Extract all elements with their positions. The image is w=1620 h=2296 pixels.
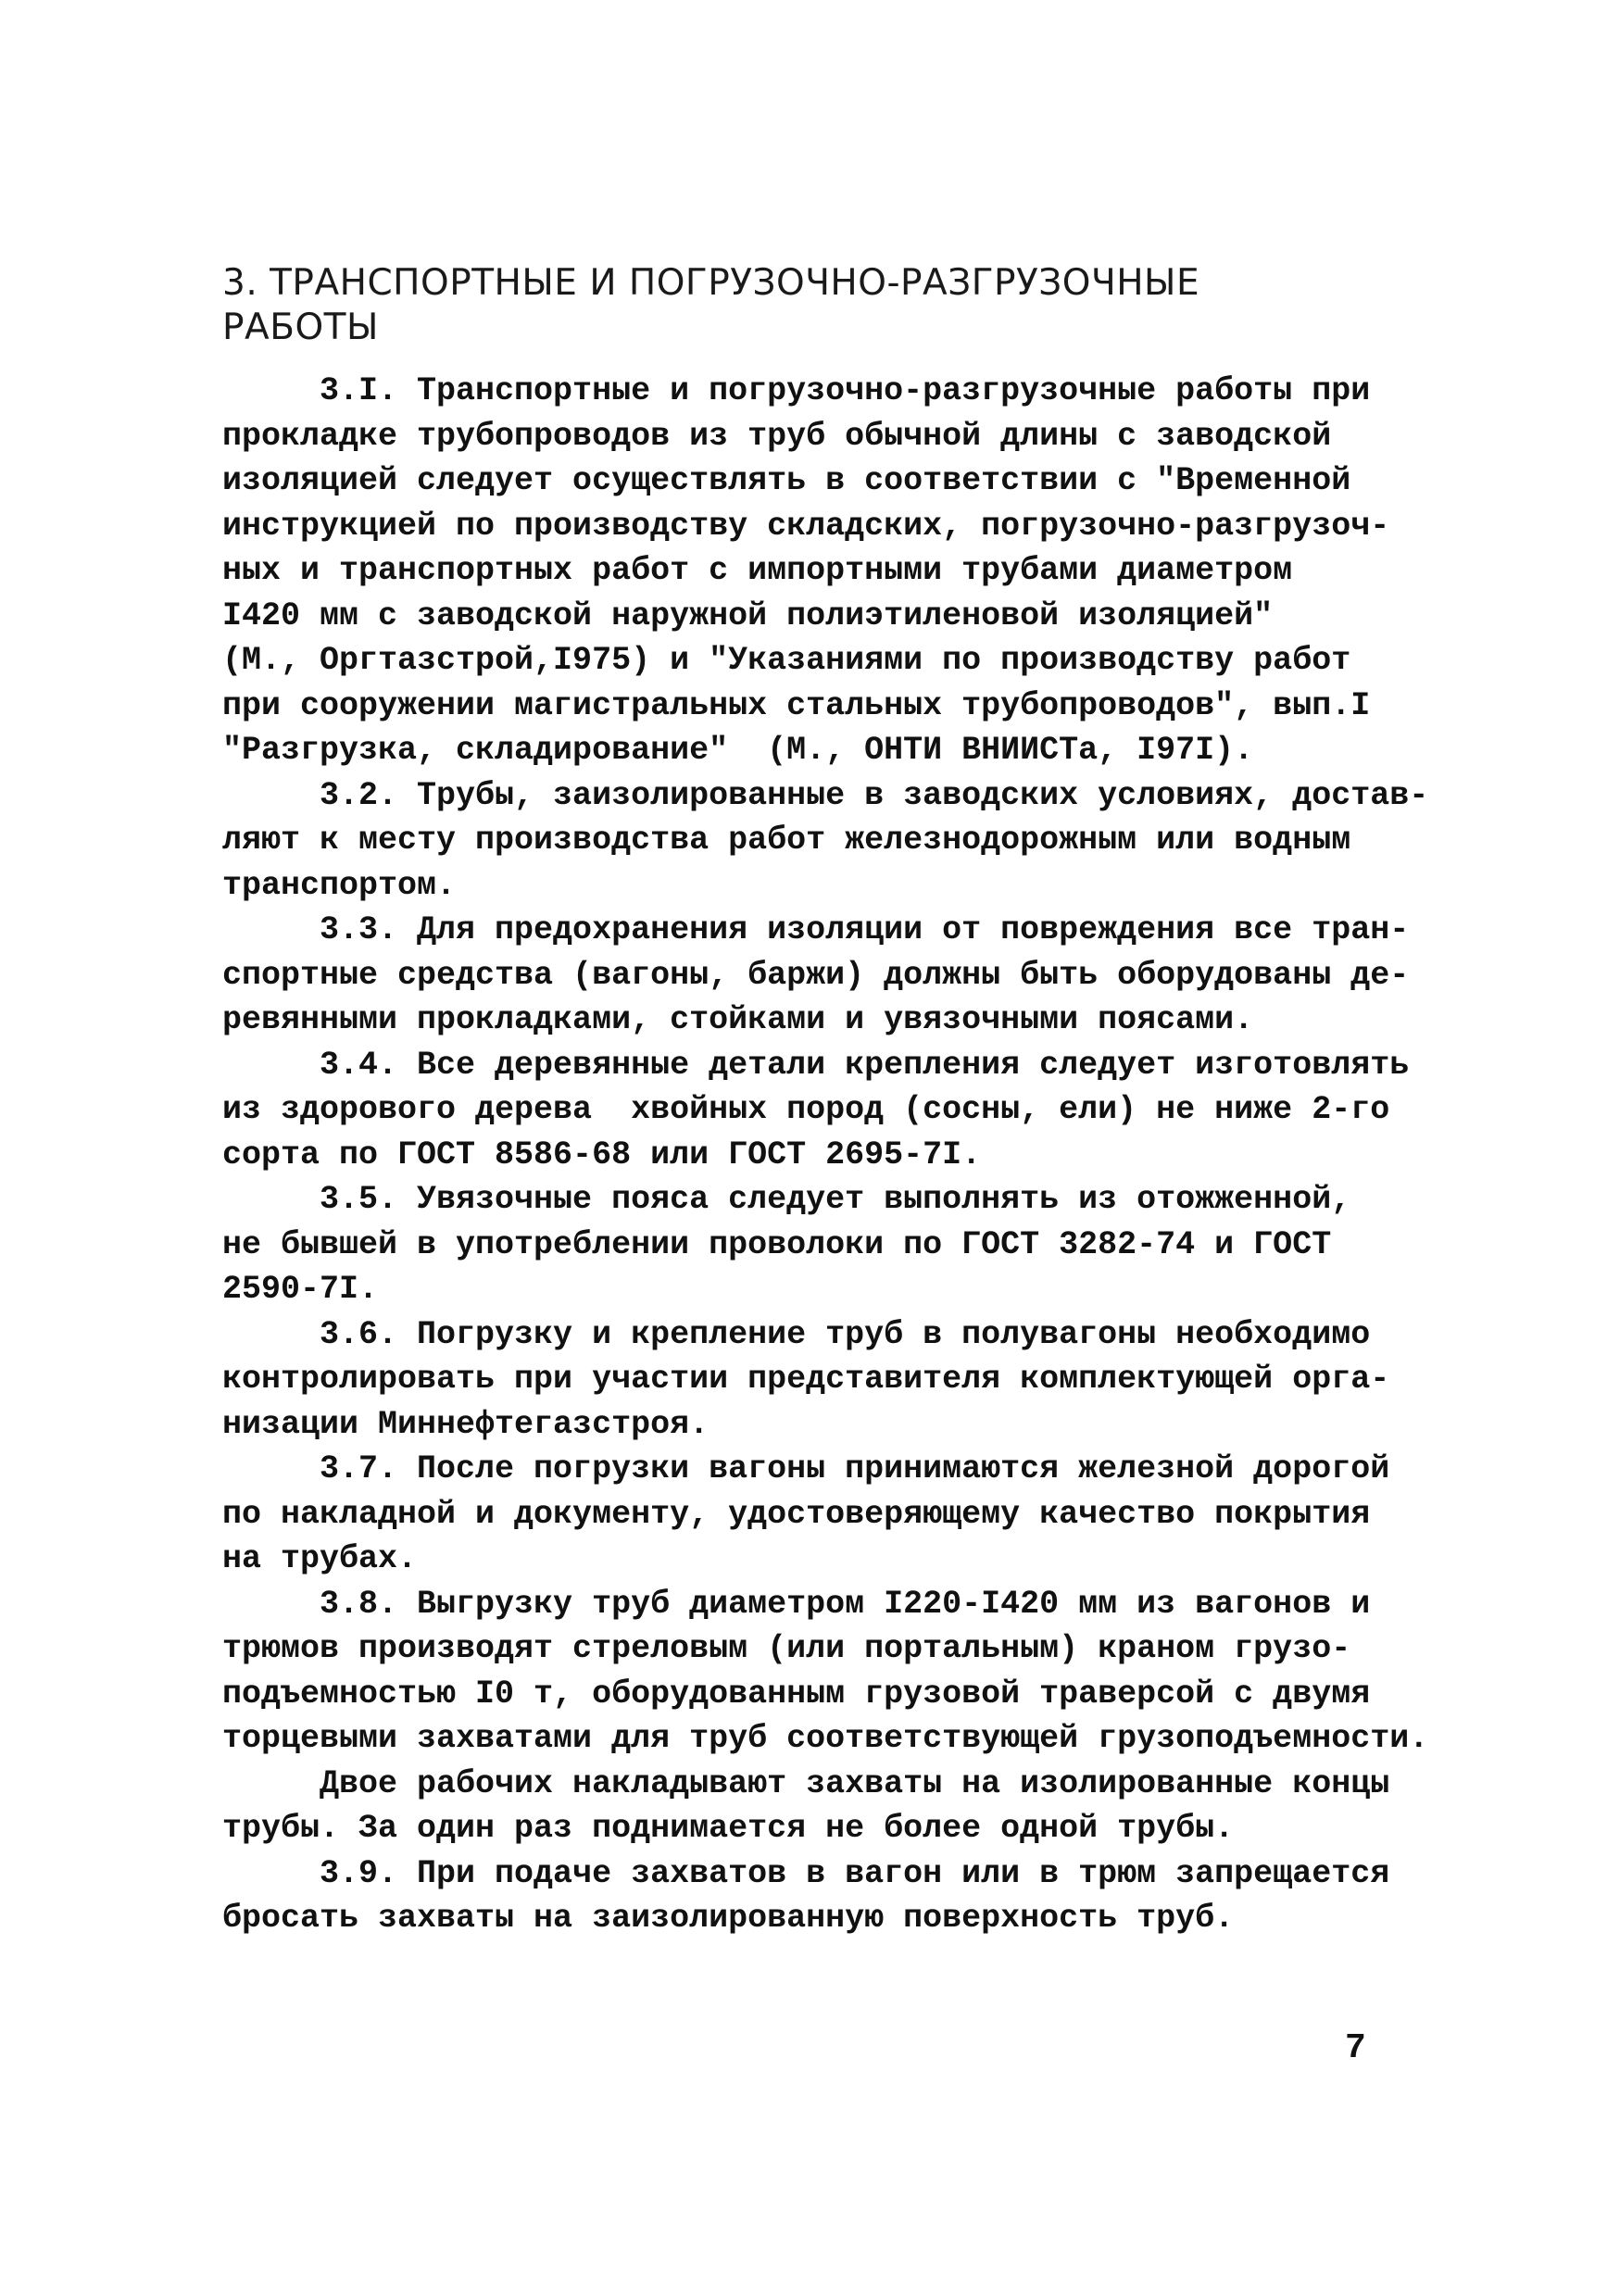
paragraph-3-8 [222,1582,1429,1762]
paragraph-3-9 [222,1851,1426,1941]
text-line: изоляцией следует осуществлять в соответствии с "Временной [222,462,1351,499]
text-line: на трубах. [222,1540,418,1577]
text-line: по накладной и документу, удостоверяющему качество покрытия [222,1495,1371,1533]
section-heading-line-2: РАБОТЫ [222,307,379,348]
text-line: инструкцией по производству складских, погрузочно-разгрузоч- [222,507,1390,545]
text-line: 3.8. Выгрузку труб диаметром I220-I420 мм из вагонов и [222,1585,1371,1623]
text-line: спортные средства (вагоны, баржи) должны быть оборудованы де- [222,956,1410,994]
page-number: 7 [1345,2028,1366,2068]
text-line: при сооружении магистральных стальных трубопроводов", вып.I [222,686,1371,724]
text-line: сорта по ГОСТ 8586-68 или ГОСТ 2695-7I. [222,1135,982,1173]
text-line: торцевыми захватами для труб соответствующей грузоподъемности. [222,1720,1429,1757]
text-line: контролировать при участии представителя комплектующей орга- [222,1361,1390,1398]
text-line: Двое рабочих накладывают захваты на изолированные концы [222,1764,1390,1802]
text-line: 3.I. Транспортные и погрузочно-разгрузочные работы при [222,372,1371,409]
text-line: 3.3. Для предохранения изоляции от повреждения все тран- [222,911,1410,948]
text-line: 3.6. Погрузку и крепление труб в полувагоны необходимо [222,1315,1371,1353]
text-line: 3.4. Все деревянные детали крепления следует изготовлять [222,1046,1410,1084]
paragraph-3-2 [222,773,1429,909]
text-line: низации Миннефтегазстроя. [222,1405,710,1443]
section-heading [222,261,1426,350]
text-line: I420 мм с заводской наружной полиэтиленовой изоляцией" [222,596,1274,634]
text-line: 3.9. При подаче захватов в вагон или в трюм запрещается [222,1854,1390,1892]
text-line: 3.7. После погрузки вагоны принимаются железной дорогой [222,1450,1390,1487]
text-line: 3.5. Увязочные пояса следует выполнять из отожженной, [222,1181,1351,1218]
text-line: 3.2. Трубы, заизолированные в заводских условиях, достав- [222,776,1429,814]
text-line: трубы. За один раз поднимается не более одной трубы. [222,1810,1235,1847]
text-line: подъемностью I0 т, оборудованным грузовой траверсой с двумя [222,1675,1371,1713]
text-line: прокладке трубопроводов из труб обычной длины с заводской [222,417,1332,455]
text-line: ных и транспортных работ с импортными трубами диаметром [222,552,1293,589]
document-body [222,369,1429,1941]
paragraph-3-5 [222,1177,1426,1312]
text-line: трюмов производят стреловым (или портальным) краном грузо- [222,1630,1351,1667]
text-line: из здорового дерева хвойных пород (сосны, ели) не ниже 2-го [222,1091,1390,1128]
paragraph-3-7 [222,1447,1426,1582]
paragraph-3-4 [222,1043,1426,1178]
paragraph-3-3 [222,908,1426,1043]
text-line: ляют к месту производства работ железнодорожным или водным [222,822,1351,859]
text-line: "Разгрузка, складирование" (М., ОНТИ ВНИИСТа, I97I). [222,732,1254,769]
paragraph-3-6 [222,1312,1426,1448]
paragraph-3-1 [222,369,1426,773]
text-line: не бывшей в употреблении проволоки по ГОСТ 3282-74 и ГОСТ [222,1225,1332,1263]
text-line: транспортом. [222,866,457,904]
text-line: бросать захваты на заизолированную поверхность труб. [222,1900,1235,1937]
paragraph-3-8-continued [222,1762,1426,1851]
text-line: ревянными прокладками, стойками и увязочными поясами. [222,1001,1254,1038]
section-heading-line-1: 3. ТРАНСПОРТНЫЕ И ПОГРУЗОЧНО-РАЗГРУЗОЧНЫЕ [222,262,1200,304]
text-line: 2590-7I. [222,1271,379,1308]
text-line: (М., Оргтазстрой,I975) и "Указаниями по производству работ [222,642,1351,679]
